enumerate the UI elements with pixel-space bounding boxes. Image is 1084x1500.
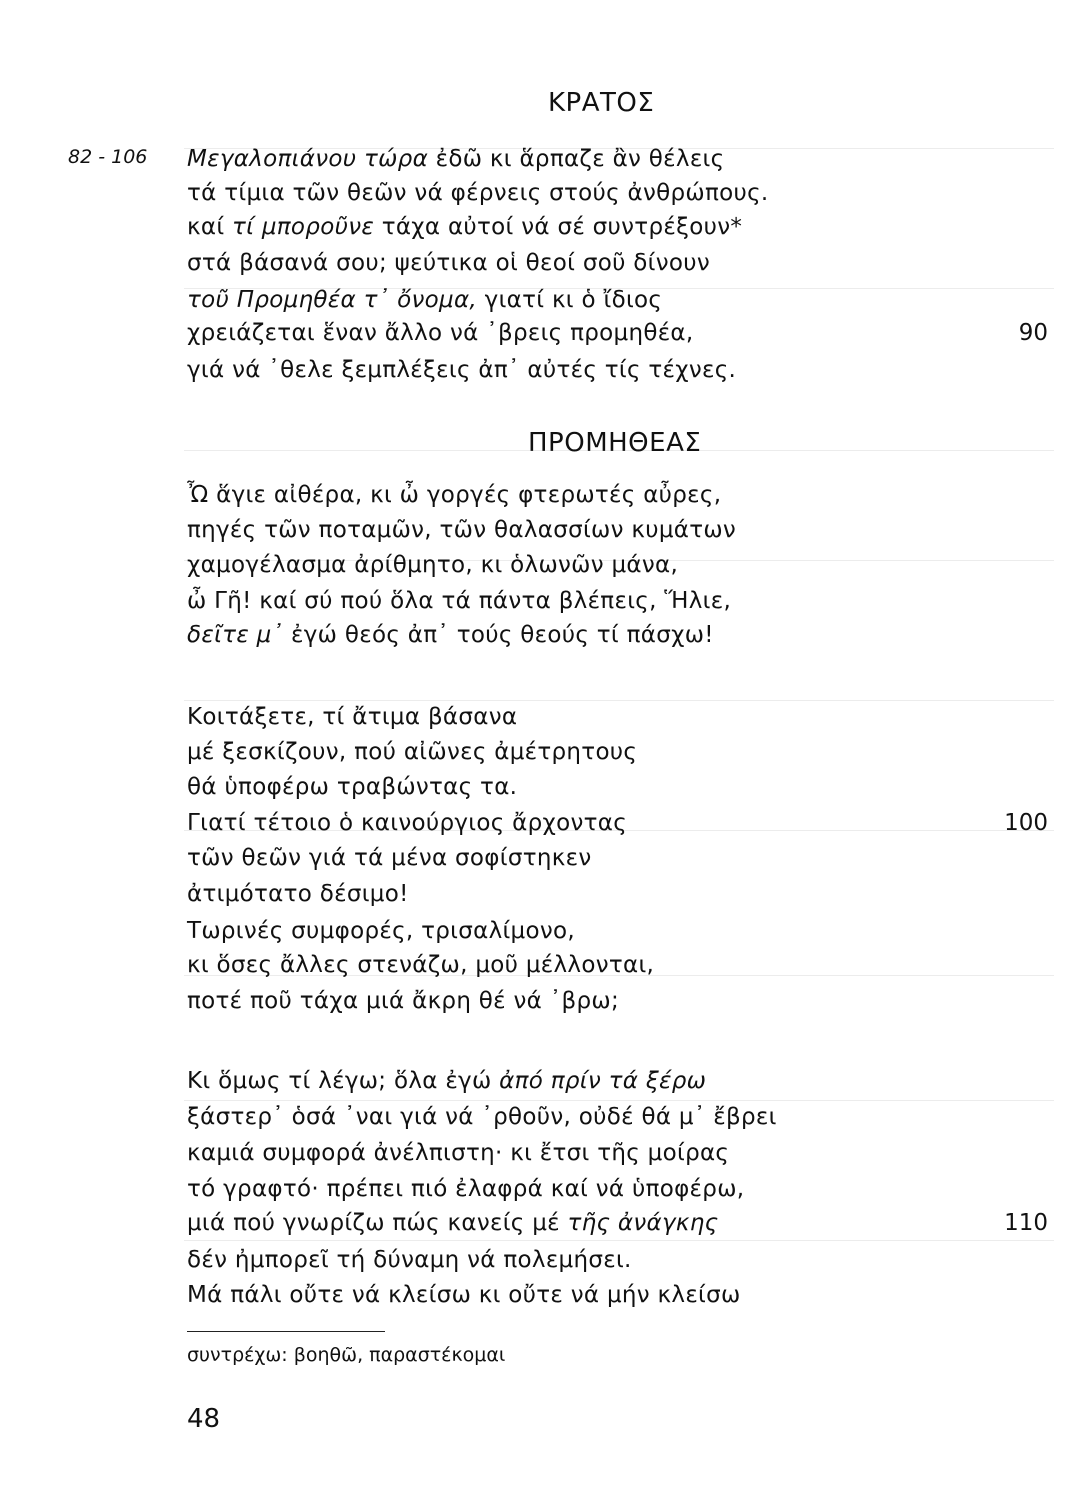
verse-line: χαμογέλασμα ἀρίθμητο, κι ὁλωνῶν μάνα, (187, 552, 679, 578)
footnote: συντρέχω: βοηθῶ, παραστέκομαι (187, 1344, 506, 1366)
verse-line: ὦ Γῆ! καί σύ πού ὅλα τά πάντα βλέπεις, Ἥλιε, (187, 588, 732, 614)
line-number: 100 (1004, 810, 1048, 836)
verse-italic: δεῖτε μ᾽ (187, 622, 284, 648)
verse-line: στά βάσανά σου; ψεύτικα οἱ θεοί σοῦ δίνουν (187, 250, 711, 276)
verse-line (187, 285, 662, 315)
verse-line: τῶν θεῶν γιά τά μένα σοφίστηκεν (187, 845, 592, 871)
verse-line: ποτέ ποῦ τάχα μιά ἄκρη θέ νά ᾽βρω; (187, 988, 620, 1014)
verse-text: καί (187, 214, 233, 240)
verse-line: Ὦ ἅγιε αἰθέρα, κι ὦ γοργές φτερωτές αὖρες, (187, 482, 722, 508)
verse-text: γιατί κι ὁ ἴδιος (477, 287, 663, 313)
verse-italic: τοῦ Προμηθέα τ᾽ ὄνομα, (187, 287, 478, 313)
verse-text: ἐδῶ κι ἅρπαζε ἂν θέλεις (428, 146, 725, 172)
verse-line: Τωρινές συμφορές, τρισαλίμονο, (187, 918, 575, 944)
page-number: 48 (187, 1404, 221, 1434)
verse-italic: τῆς ἀνάγκης (567, 1210, 719, 1236)
line-number: 90 (1018, 320, 1048, 346)
speaker-prometheus: ΠΡΟΜΗΘΕΑΣ (528, 428, 702, 458)
verse-text: ἐγώ θεός ἀπ᾽ τούς θεούς τί πάσχω! (283, 622, 714, 648)
line-number: 110 (1004, 1210, 1048, 1236)
verse-line: Μά πάλι οὔτε νά κλείσω κι οὔτε νά μήν κλείσω (187, 1282, 741, 1308)
verse-line: τό γραφτό· πρέπει πιό ἐλαφρά καί νά ὑποφέρω, (187, 1176, 745, 1202)
verse-line: πηγές τῶν ποταμῶν, τῶν θαλασσίων κυμάτων (187, 517, 737, 543)
line-range: 82 - 106 (68, 146, 148, 168)
verse-line: θά ὑποφέρω τραβώντας τα. (187, 774, 518, 800)
verse-line: γιά νά ᾽θελε ξεμπλέξεις ἀπ᾽ αὐτές τίς τέχνες. (187, 357, 737, 383)
bleed-through (184, 1100, 1054, 1101)
verse-italic: Μεγαλοπιάνου τώρα (187, 146, 429, 172)
verse-line: καμιά συμφορά ἀνέλπιστη· κι ἔτσι τῆς μοίρας (187, 1140, 730, 1166)
verse-line: μέ ξεσκίζουν, πού αἰῶνες ἀμέτρητους (187, 739, 638, 765)
verse-line: Γιατί τέτοιο ὁ καινούργιος ἄρχοντας (187, 810, 628, 836)
footnote-divider (187, 1331, 385, 1332)
verse-line (187, 144, 724, 174)
speaker-kratos: ΚΡΑΤΟΣ (548, 88, 655, 118)
bleed-through (184, 1240, 1054, 1241)
verse-line (187, 620, 714, 650)
verse-line: τά τίμια τῶν θεῶν νά φέρνεις στούς ἀνθρώπους. (187, 180, 769, 206)
verse-line: ξάστερ᾽ ὁσά ᾽ναι γιά νά ᾽ρθοῦν, οὐδέ θά μ᾽ ἔβρει (187, 1104, 777, 1130)
verse-text: Κι ὅμως τί λέγω; ὅλα ἐγώ (187, 1068, 500, 1094)
verse-line: δέν ἠμπορεῖ τή δύναμη νά πολεμήσει. (187, 1247, 632, 1273)
verse-line: χρειάζεται ἕναν ἄλλο νά ᾽βρεις προμηθέα, (187, 320, 694, 346)
verse-italic: ἀπό πρίν τά ξέρω (499, 1068, 707, 1094)
verse-text: μιά πού γνωρίζω πώς κανείς μέ (187, 1210, 568, 1236)
verse-line: κι ὅσες ἄλλες στενάζω, μοῦ μέλλονται, (187, 952, 655, 978)
verse-line (187, 212, 742, 242)
verse-text: τάχα αὐτοί νά σέ συντρέξουν* (374, 214, 743, 240)
bleed-through (184, 700, 1054, 701)
verse-line: ἀτιμότατο δέσιμο! (187, 881, 409, 907)
verse-line (187, 1208, 718, 1238)
verse-line: Κοιτάξετε, τί ἄτιμα βάσανα (187, 704, 518, 730)
verse-italic: τί μποροῦνε (232, 214, 375, 240)
verse-line (187, 1066, 706, 1096)
